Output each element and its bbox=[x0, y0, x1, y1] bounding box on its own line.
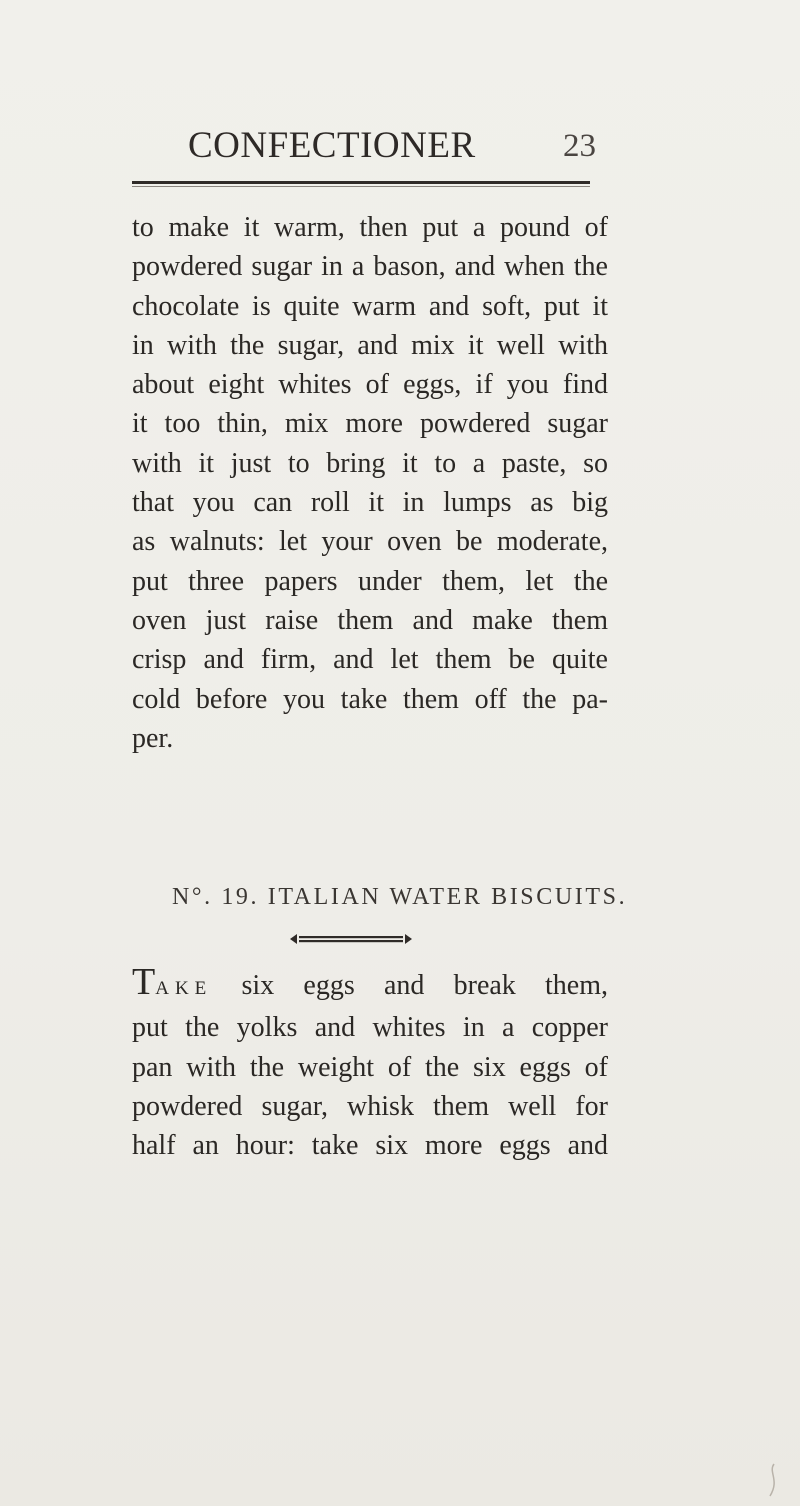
page-number: 23 bbox=[563, 128, 596, 164]
text-line: powdered sugar in a bason, and when the bbox=[132, 251, 608, 283]
paragraph-italian-water-biscuits bbox=[132, 963, 608, 1165]
ornament-rule-icon bbox=[288, 932, 414, 946]
text-line: cold before you take them off the pa- bbox=[132, 683, 608, 715]
text-line: crisp and firm, and let them be quite bbox=[132, 644, 608, 676]
header-rule-thin bbox=[132, 186, 590, 187]
page-header bbox=[0, 124, 800, 174]
text-line: in with the sugar, and mix it well with bbox=[132, 329, 608, 361]
text-line: per. bbox=[132, 722, 174, 754]
text-line: to make it warm, then put a pound of bbox=[132, 212, 608, 243]
text-line: put the yolks and whites in a copper bbox=[132, 1012, 608, 1044]
text-line: put three papers under them, let the bbox=[132, 565, 608, 597]
text-line: half an hour: take six more eggs and bbox=[132, 1130, 608, 1162]
text-line: powdered sugar, whisk them well for bbox=[132, 1090, 608, 1122]
section-number: N°. 19. bbox=[172, 884, 260, 910]
text-line: about eight whites of eggs, if you find bbox=[132, 369, 608, 401]
text-line: pan with the weight of the six eggs of bbox=[132, 1051, 608, 1083]
text-line: chocolate is quite warm and soft, put it bbox=[132, 290, 608, 322]
first-line-rest: six eggs and break them, bbox=[241, 970, 609, 1001]
text-line: with it just to bring it to a paste, so bbox=[132, 447, 608, 479]
running-head: CONFECTIONER bbox=[188, 125, 476, 166]
pencil-mark-icon bbox=[760, 1460, 786, 1500]
text-line: it too thin, mix more powdered sugar bbox=[132, 408, 608, 440]
first-line bbox=[132, 963, 608, 1008]
section-title: ITALIAN WATER BISCUITS. bbox=[267, 884, 628, 910]
text-line: that you can roll it in lumps as big bbox=[132, 487, 608, 519]
section-heading bbox=[172, 884, 628, 911]
paragraph-chocolate-biscuits-end bbox=[132, 208, 608, 758]
header-rule bbox=[132, 181, 590, 184]
text-line: oven just raise them and make them bbox=[132, 604, 608, 636]
text-line: as walnuts: let your oven be moderate, bbox=[132, 526, 608, 558]
first-word-rest: AKE bbox=[155, 978, 213, 999]
drop-cap: T bbox=[132, 961, 156, 1003]
